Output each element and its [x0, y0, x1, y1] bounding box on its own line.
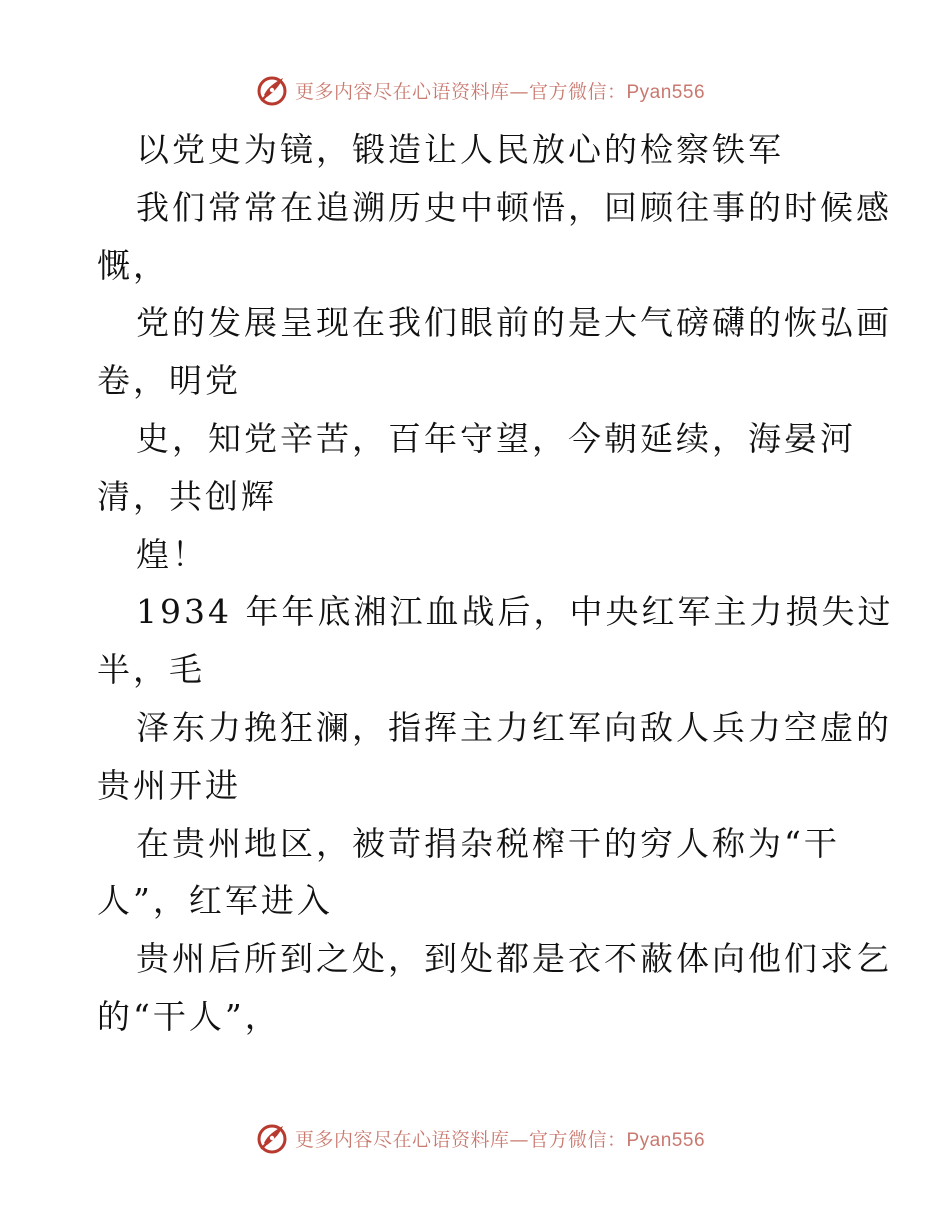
text-line: 卷，明党: [97, 361, 241, 401]
footer-banner-wechat-label: 官方微信：: [528, 1128, 627, 1151]
text-line: 贵州后所到之处，到处都是衣不蔽体向他们求乞: [136, 939, 892, 979]
text-line: 泽东力挽狂澜，指挥主力红军向敌人兵力空虚的: [136, 707, 892, 747]
text-line: 煌！: [136, 534, 208, 574]
pen-nib-logo-icon: [255, 73, 289, 107]
footer-banner-content: [255, 1121, 705, 1155]
header-banner-content: [255, 73, 705, 107]
header-banner-main: 更多内容尽在心语资料库: [294, 80, 510, 103]
text-line: 贵州开进: [97, 765, 241, 805]
document-body: [97, 121, 894, 1046]
header-banner-text: [295, 77, 705, 104]
text-line: 慨，: [97, 245, 169, 285]
header-banner: [0, 70, 950, 110]
footer-banner: [0, 1118, 950, 1158]
pen-nib-logo-icon: [255, 1121, 289, 1155]
text-line: 清，共创辉: [97, 476, 277, 516]
header-banner-wechat-id: Pyan556: [626, 81, 706, 103]
footer-banner-main: 更多内容尽在心语资料库: [294, 1128, 510, 1151]
text-line: 人”，红军进入: [97, 881, 333, 921]
header-banner-separator: —: [509, 80, 529, 103]
text-line: 以党史为镜，锻造让人民放心的检察铁军: [136, 130, 784, 169]
footer-banner-text: [295, 1125, 705, 1152]
footer-banner-separator: —: [509, 1128, 529, 1151]
text-line: 1934 年年底湘江血战后，中央红军主力损失过: [136, 592, 894, 632]
header-banner-wechat-label: 官方微信：: [528, 80, 627, 103]
footer-banner-wechat-id: Pyan556: [626, 1129, 706, 1151]
text-line: 半，毛: [97, 650, 205, 690]
text-line: 史，知党辛苦，百年守望，今朝延续，海晏河: [136, 418, 856, 458]
text-line: 我们常常在追溯历史中顿悟，回顾往事的时候感: [136, 187, 892, 227]
text-line: 的“干人”，: [97, 996, 281, 1036]
text-line: 党的发展呈现在我们眼前的是大气磅礴的恢弘画: [136, 303, 892, 343]
text-line: 在贵州地区，被苛捐杂税榨干的穷人称为“干: [136, 823, 840, 863]
